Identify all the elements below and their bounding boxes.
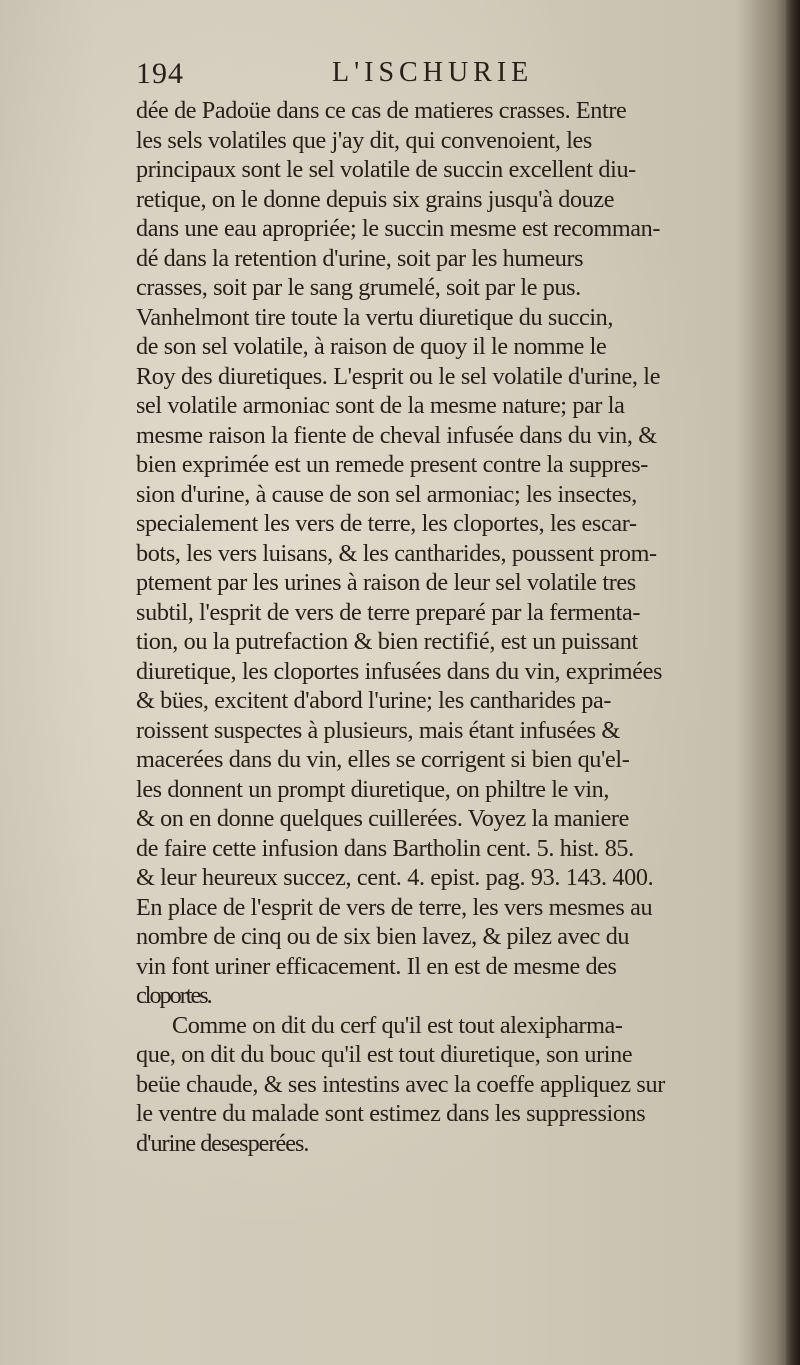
text-line: dé dans la retention d'urine, soit par les humeurs [136,244,584,272]
text-line: nombre de cinq ou de six bien lavez, & pilez avec du [136,923,630,950]
text-line: sion d'urine, à cause de son sel armoniac; les insectes, [136,480,637,508]
page-number: 194 [136,57,184,90]
text-line: de faire cette infusion dans Bartholin cent. 5. hist. 85. [136,834,634,862]
text-line: le ventre du malade sont estimez dans les suppressions [136,1100,646,1127]
text-line: roissent suspectes à plusieurs, mais étant infusées & [136,716,620,744]
text-line: Vanhelmont tire toute la vertu diuretique du succin, [136,303,614,331]
text-line: de son sel volatile, à raison de quoy il le nomme le [136,333,607,360]
text-line: les sels volatiles que j'ay dit, qui convenoient, les [136,126,592,154]
text-line: vin font uriner efficacement. Il en est de mesme des [136,952,617,980]
text-line: les donnent un prompt diuretique, on philtre le vin, [136,775,610,803]
text-line: ptement par les urines à raison de leur sel volatile tres [136,569,636,596]
text-line: tion, ou la putrefaction & bien rectifié, est un puissant [136,628,638,655]
text-line: Roy des diuretiques. L'esprit ou le sel volatile d'urine, le [136,362,661,390]
text-line: macerées dans du vin, elles se corrigent si bien qu'el- [136,746,630,773]
text-line: cloportes. [136,982,211,1009]
text-line: retique, on le donne depuis six grains jusqu'à douze [136,185,615,213]
text-line: principaux sont le sel volatile de succin excellent diu- [136,156,636,183]
text-line: Comme on dit du cerf qu'il est tout alexipharma- [172,1011,623,1039]
text-line: diuretique, les cloportes infusées dans du vin, exprimées [136,657,663,685]
text-line: bots, les vers luisans, & les cantharides, poussent prom- [136,539,657,567]
text-line: dée de Padoüe dans ce cas de matieres crasses. Entre [136,97,627,124]
text-line: beüe chaude, & ses intestins avec la coeffe appliquez sur [136,1070,665,1098]
text-line: & bües, excitent d'abord l'urine; les cantharides pa- [136,687,612,714]
text-line: bien exprimée est un remede present contre la suppres- [136,451,648,478]
text-line: sel volatile armoniac sont de la mesme nature; par la [136,392,625,419]
text-line: & leur heureux succez, cent. 4. epist. pag. 93. 143. 400. [136,864,654,891]
text-line: mesme raison la fiente de cheval infusée dans du vin, & [136,421,657,449]
text-line: dans une eau apropriée; le succin mesme est recomman- [136,215,661,242]
text-line: crasses, soit par le sang grumelé, soit par le pus. [136,274,581,301]
text-line: subtil, l'esprit de vers de terre preparé par la fermenta- [136,598,641,626]
text-line: d'urine desesperées. [136,1129,309,1157]
text-line: & on en donne quelques cuillerées. Voyez la maniere [136,805,629,832]
body-text [136,96,796,1158]
text-line: specialement les vers de terre, les cloportes, les escar- [136,510,637,537]
text-line: En place de l'esprit de vers de terre, les vers mesmes au [136,893,653,921]
running-title: L'ISCHURIE [332,57,534,88]
text-line: que, on dit du bouc qu'il est tout diuretique, son urine [136,1041,633,1068]
page-header [136,55,786,95]
